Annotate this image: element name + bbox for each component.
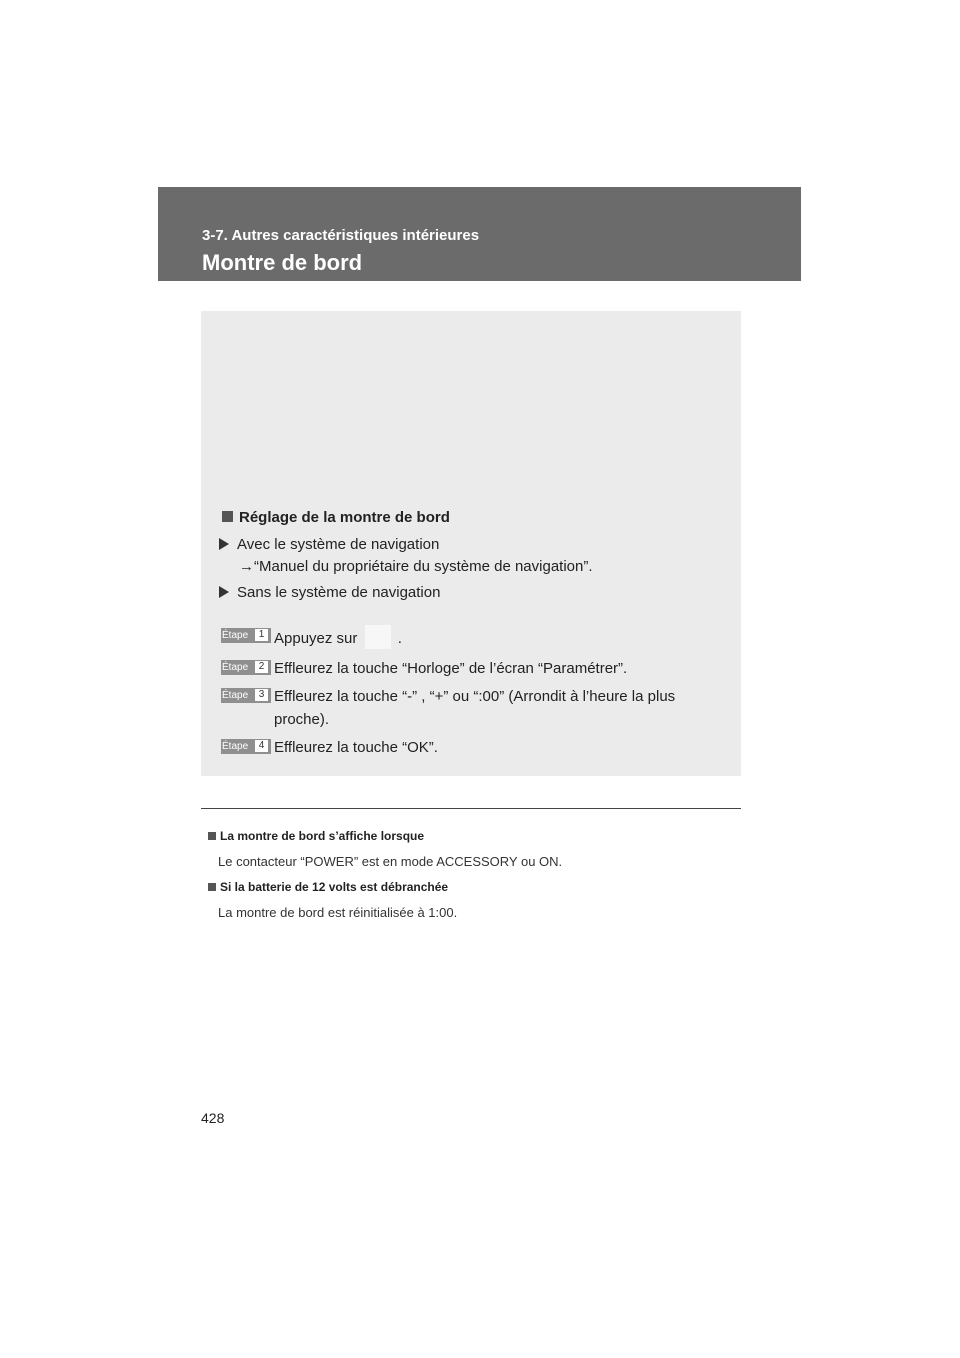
square-bullet-icon <box>208 832 216 840</box>
triangle-bullet-icon <box>219 538 229 550</box>
subheading-text: Réglage de la montre de bord <box>239 509 450 526</box>
note-heading-battery <box>208 880 448 894</box>
bullet-with-nav <box>219 536 439 553</box>
step-text: Effleurez la touche “Horloge” de l’écran “Paramétrer”. <box>274 660 628 677</box>
panel-subheading <box>222 509 450 526</box>
clock-setup-button-icon <box>365 625 391 649</box>
note-heading-text: La montre de bord s’affiche lorsque <box>220 829 425 843</box>
step-badge-label: Étape <box>222 630 249 641</box>
note-heading-text: Si la batterie de 12 volts est débranchée <box>220 880 449 894</box>
step-text <box>274 625 724 650</box>
step-badge-label: Étape <box>222 741 249 752</box>
step-badge <box>221 688 271 703</box>
bullet-without-nav <box>219 584 440 601</box>
square-bullet-icon <box>208 883 216 891</box>
step-1-text-after: . <box>397 630 402 647</box>
note-heading-display <box>208 829 424 843</box>
note-text-display: Le contacteur “POWER” est en mode ACCESSORY ou ON. <box>218 854 563 869</box>
without-nav-text: Sans le système de navigation <box>237 584 441 601</box>
step-badge <box>221 739 271 754</box>
step-text: Effleurez la touche “OK”. <box>274 739 438 756</box>
square-bullet-icon <box>222 511 233 522</box>
step-badge-label: Étape <box>222 690 249 701</box>
step-badge <box>221 628 271 643</box>
step-badge-label: Étape <box>222 662 249 673</box>
step-badge-number: 1 <box>255 629 268 641</box>
instruction-panel <box>201 311 741 776</box>
nav-manual-reference: →“Manuel du propriétaire du système de navigation”. <box>239 558 593 575</box>
step-badge <box>221 660 271 675</box>
step-badge-number: 2 <box>255 661 268 673</box>
chapter-header <box>158 187 801 281</box>
note-text-battery: La montre de bord est réinitialisée à 1:00. <box>218 905 458 920</box>
page-number: 428 <box>201 1110 225 1126</box>
triangle-bullet-icon <box>219 586 229 598</box>
step-badge-number: 3 <box>255 689 268 701</box>
section-label: 3-7. Autres caractéristiques intérieures <box>202 227 480 244</box>
page-title: Montre de bord <box>202 250 363 275</box>
step-badge-number: 4 <box>255 740 268 752</box>
step-1-text-before: Appuyez sur <box>274 630 358 647</box>
divider <box>201 808 741 809</box>
step-text: Effleurez la touche “-” , “+” ou “:00” (Arrondit à l’heure la plus proche). <box>274 688 676 728</box>
with-nav-text: Avec le système de navigation <box>237 536 440 553</box>
